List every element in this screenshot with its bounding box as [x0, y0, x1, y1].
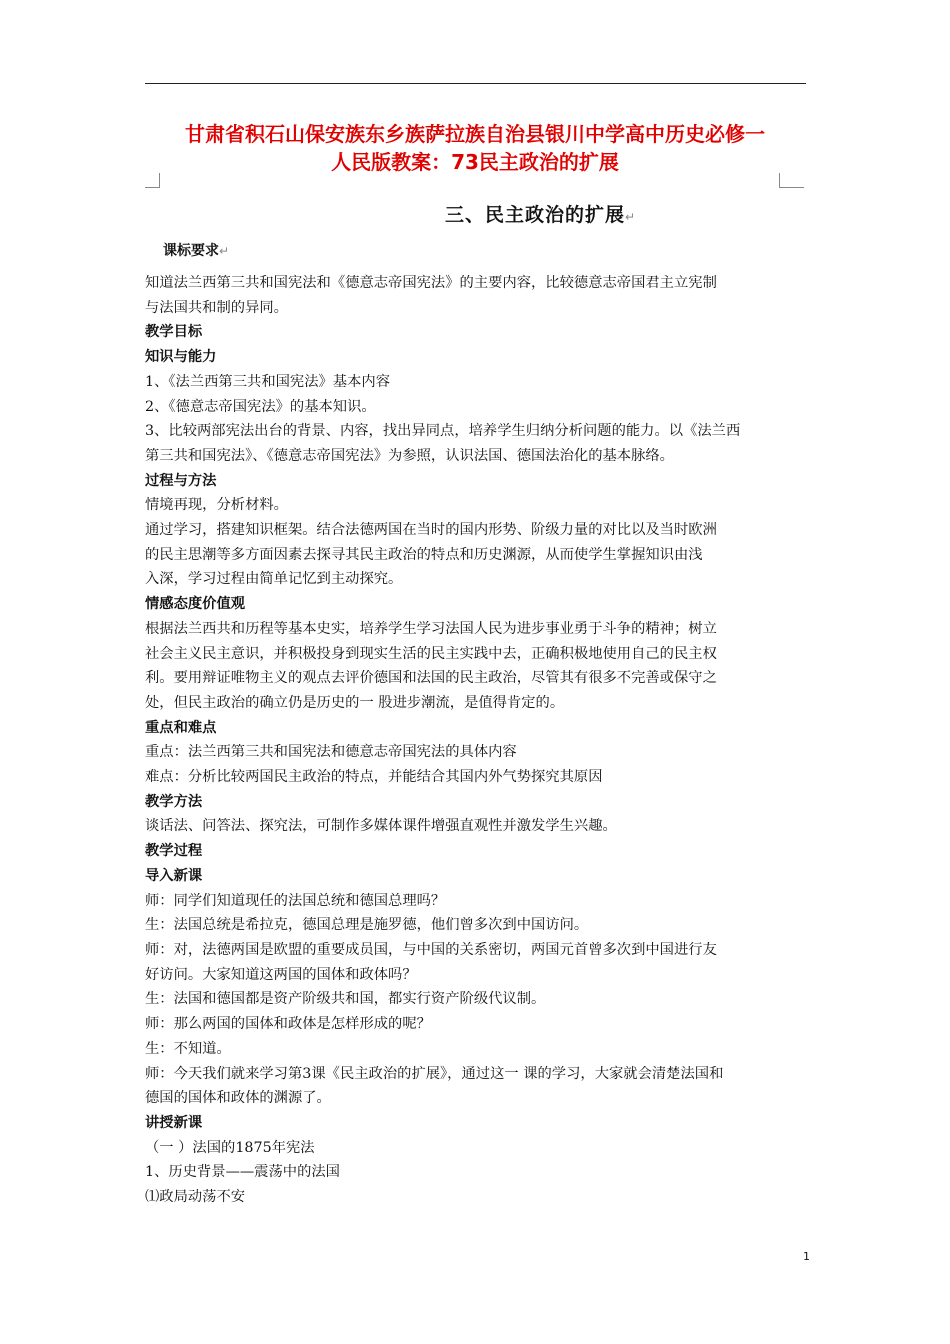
section-heading — [445, 200, 636, 227]
text-line: 知道法兰西第三共和国宪法和《德意志帝国宪法》的主要内容，比较德意志帝国君主立宪制 — [145, 275, 717, 291]
text-line: ⑴政局动荡不安 — [145, 1189, 246, 1206]
text-line: （一 ）法国的1875年宪法 — [145, 1139, 315, 1156]
text-line: 师：今天我们就来学习第3课《民主政治的扩展》，通过这一 课的学习，大家就会清楚法国和 — [145, 1065, 724, 1082]
curriculum-requirement-heading — [163, 240, 229, 260]
text-line: 难点：分析比较两国民主政治的特点，并能结合其国内外气势探究其原因 — [145, 769, 603, 786]
text-line: 第三共和国宪法》、《德意志帝国宪法》为参照，认识法国、德国法治化的基本脉络。 — [145, 447, 674, 464]
text-line: 谈话法、问答法、探究法，可制作多媒体课件增强直观性并激发学生兴趣。 — [145, 818, 617, 835]
text-line: 生：不知道。 — [145, 1040, 231, 1057]
text-line: 通过学习，搭建知识框架。结合法德两国在当时的国内形势、阶级力量的对比以及当时欧洲 — [145, 522, 717, 539]
text-line: 师：那么两国的国体和政体是怎样形成的呢？ — [145, 1016, 431, 1033]
text-line: 重点：法兰西第三共和国宪法和德意志帝国宪法的具体内容 — [145, 744, 517, 761]
text-line: 1、历史背景——震荡中的法国 — [145, 1164, 340, 1181]
subheading-line: 讲授新课 — [145, 1114, 203, 1131]
text-line: 根据法兰西共和历程等基本史实，培养学生学习法国人民为进步事业勇于斗争的精神；树立 — [145, 620, 717, 637]
text-line: 2、《德意志帝国宪法》的基本知识。 — [145, 398, 376, 415]
title-line-1: 甘肃省积石山保安族东乡族萨拉族自治县银川中学高中历史必修一 — [185, 122, 765, 146]
title-line-2: 人民版教案：73民主政治的扩展 — [331, 150, 619, 174]
subheading-line: 知识与能力 — [145, 349, 217, 366]
text-line: 生：法国总统是希拉克，德国总理是施罗德，他们曾多次到中国访问。 — [145, 917, 589, 934]
subheading-line: 重点和难点 — [145, 719, 217, 736]
text-line: 德国的国体和政体的渊源了。 — [145, 1090, 331, 1107]
text-line: 3、比较两部宪法出台的背景、内容，找出异同点，培养学生归纳分析问题的能力。以《法兰西 — [145, 423, 741, 440]
subheading-line: 教学方法 — [145, 793, 203, 810]
subheading-line: 情感态度价值观 — [145, 596, 246, 613]
text-line: 生：法国和德国都是资产阶级共和国，都实行资产阶级代议制。 — [145, 991, 546, 1008]
text-line: 1、《法兰西第三共和国宪法》基本内容 — [145, 373, 390, 390]
crop-mark-left — [145, 173, 160, 188]
text-line: 社会主义民主意识，并积极投身到现实生活的民主实践中去，正确积极地使用自己的民主权 — [145, 645, 717, 662]
text-line: 处，但民主政治的确立仍是历史的一 股进步潮流，是值得肯定的。 — [145, 694, 565, 711]
page-number: 1 — [803, 1250, 810, 1263]
text-line: 情境再现，分析材料。 — [145, 497, 288, 514]
subheading-line: 教学过程 — [145, 843, 203, 860]
text-line: 好访问。大家知道这两国的国体和政体吗？ — [145, 966, 417, 983]
text-line: 师：对，法德两国是欧盟的重要成员国，与中国的关系密切，两国元首曾多次到中国进行友 — [145, 941, 717, 958]
text-line: 利。要用辩证唯物主义的观点去评价德国和法国的民主政治，尽管其有很多不完善或保守之 — [145, 670, 717, 687]
text-line: 的民主思潮等多方面因素去探寻其民主政治的特点和历史渊源，从而使学生掌握知识由浅 — [145, 546, 703, 563]
section-heading-text: 三、民主政治的扩展 — [445, 204, 626, 226]
crop-mark-right — [779, 173, 804, 188]
header-rule — [145, 83, 806, 84]
subheading-line: 导入新课 — [145, 867, 203, 884]
document-body — [145, 271, 809, 1210]
subheading-line: 过程与方法 — [145, 472, 217, 489]
text-line: 入深，学习过程由简单记忆到主动探究。 — [145, 571, 403, 588]
document-title — [100, 120, 850, 176]
text-line: 师：同学们知道现任的法国总统和德国总理吗？ — [145, 892, 446, 909]
subheading-line: 教学目标 — [145, 324, 203, 341]
paragraph-mark-icon: ↵ — [219, 244, 230, 258]
paragraph-mark-icon: ↵ — [625, 210, 637, 224]
text-line: 与法国共和制的异同。 — [145, 299, 288, 316]
curriculum-requirement-text: 课标要求 — [163, 243, 219, 259]
